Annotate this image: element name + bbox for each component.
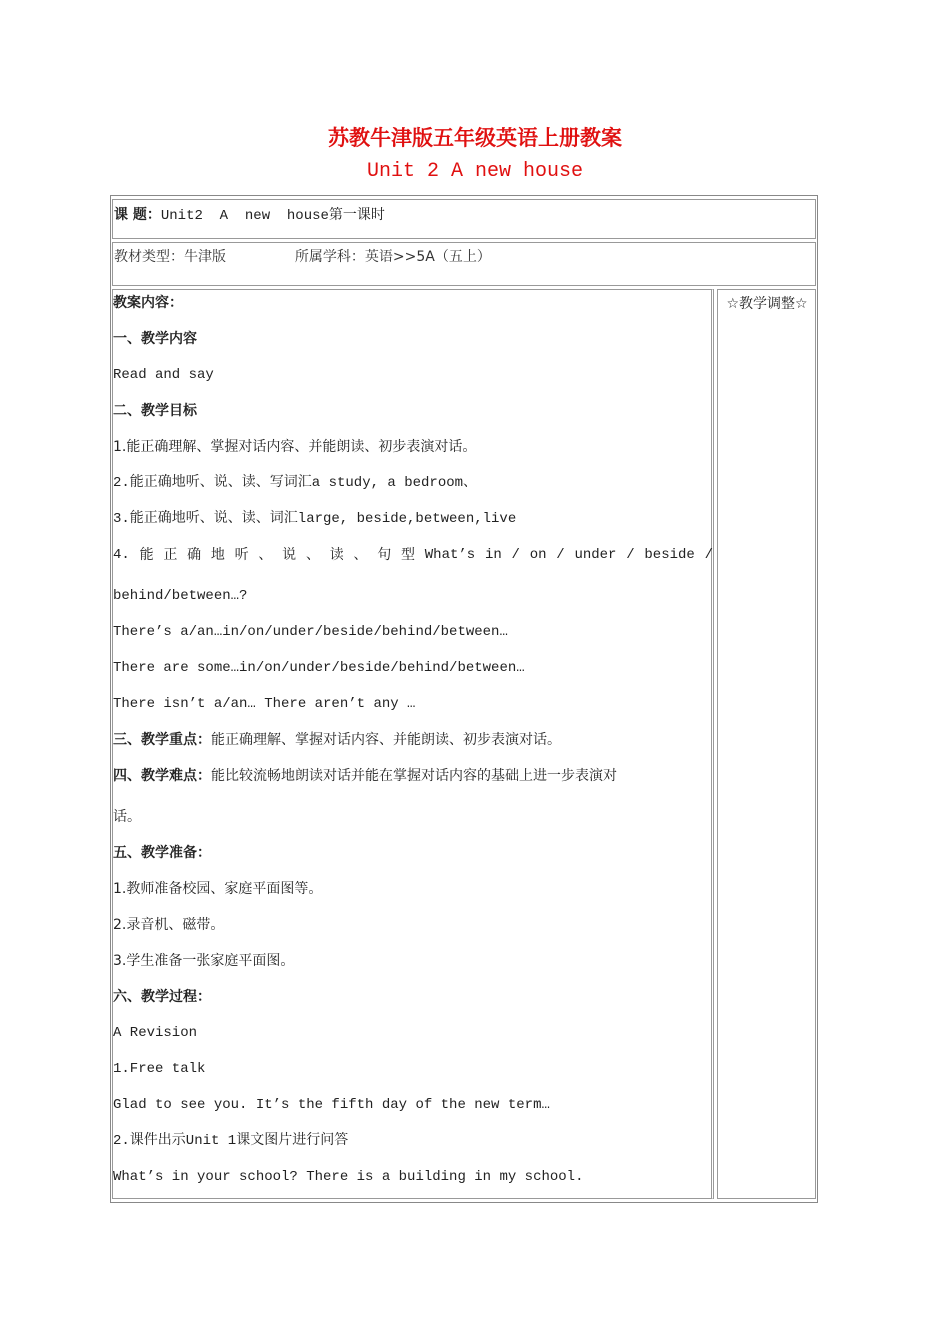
section-1-text: Read and say	[113, 367, 214, 383]
objective-4-word: under	[574, 547, 617, 563]
objective-4-word: 听	[234, 547, 249, 563]
prep-2: 2.录音机、磁带。	[113, 917, 225, 933]
objective-4	[113, 545, 713, 565]
prep-1: 1.教师准备校园、家庭平面图等。	[113, 881, 323, 897]
objective-4-word: 能	[139, 547, 154, 563]
process-5: What’s in your school? There is a building in my school.	[113, 1169, 584, 1185]
objective-1: 1.能正确理解、掌握对话内容、并能朗读、初步表演对话。	[113, 439, 477, 455]
material-line	[114, 247, 491, 267]
objective-2: 2.能正确地听、说、读、写词汇a study, a bedroom、	[113, 475, 478, 491]
objective-4-word: 、	[353, 547, 368, 563]
material-label: 教材类型：	[114, 249, 184, 265]
topic-line	[114, 205, 385, 226]
objective-4-word: 正	[163, 547, 178, 563]
process-1: A Revision	[113, 1025, 198, 1041]
objective-4-word: 4.	[113, 547, 130, 563]
objective-4-word: /	[556, 547, 565, 563]
objective-4-word: 确	[187, 547, 202, 563]
objective-4-word: 读	[329, 547, 344, 563]
teaching-adjust-label: ☆教学调整☆	[726, 296, 808, 312]
objective-4-word: 地	[210, 547, 225, 563]
pattern-2: There are some…in/on/under/beside/behind/between…	[113, 660, 525, 676]
section-6-title: 六、教学过程：	[113, 989, 211, 1005]
subject-value: 英语>>5A（五上）	[364, 249, 491, 265]
material-value: 牛津版	[184, 249, 226, 265]
objective-4-word: /	[626, 547, 635, 563]
process-4: 2.课件出示Unit 1课文图片进行问答	[113, 1133, 349, 1149]
document-subtitle: Unit 2 A new house	[366, 160, 584, 183]
objective-4-word: 、	[258, 547, 273, 563]
section-1-title: 一、教学内容	[113, 331, 197, 347]
section-4-continued: 话。	[113, 809, 141, 825]
objective-4-word: on	[529, 547, 547, 563]
section-4: 四、教学难点：能比较流畅地朗读对话并能在掌握对话内容的基础上进一步表演对	[113, 768, 617, 784]
section-2-title: 二、教学目标	[113, 403, 197, 419]
section-3: 三、教学重点：能正确理解、掌握对话内容、并能朗读、初步表演对话。	[113, 732, 561, 748]
objective-4-word: /	[511, 547, 520, 563]
pattern-3: There isn’t a/an… There aren’t any …	[113, 696, 416, 712]
content-heading: 教案内容：	[113, 295, 183, 311]
document-title: 苏教牛津版五年级英语上册教案	[328, 126, 622, 150]
process-3: Glad to see you. It’s the fifth day of the new term…	[113, 1097, 550, 1113]
section-5-title: 五、教学准备：	[113, 845, 211, 861]
topic-value: Unit2 A new house	[160, 208, 329, 224]
objective-4-word: 说	[282, 547, 297, 563]
objective-4-word: 句	[377, 547, 392, 563]
subject-label: 所属学科：	[294, 249, 365, 265]
objective-4-word: beside	[644, 547, 695, 563]
objective-4-word: What’s	[424, 547, 476, 563]
topic-suffix: 第一课时	[328, 207, 385, 223]
objective-4-word: 、	[305, 547, 320, 563]
objective-4-continued: behind/between…?	[113, 588, 248, 604]
topic-label: 课 题：	[114, 207, 161, 223]
objective-4-word: /	[704, 547, 713, 563]
prep-3: 3.学生准备一张家庭平面图。	[113, 953, 295, 969]
pattern-1: There’s a/an…in/on/under/beside/behind/between…	[113, 624, 508, 640]
adjust-cell	[717, 289, 816, 1199]
objective-4-word: in	[484, 547, 502, 563]
process-2: 1.Free talk	[113, 1061, 206, 1077]
objective-4-word: 型	[401, 547, 415, 563]
objective-3: 3.能正确地听、说、读、词汇large, beside,between,live	[113, 511, 517, 527]
